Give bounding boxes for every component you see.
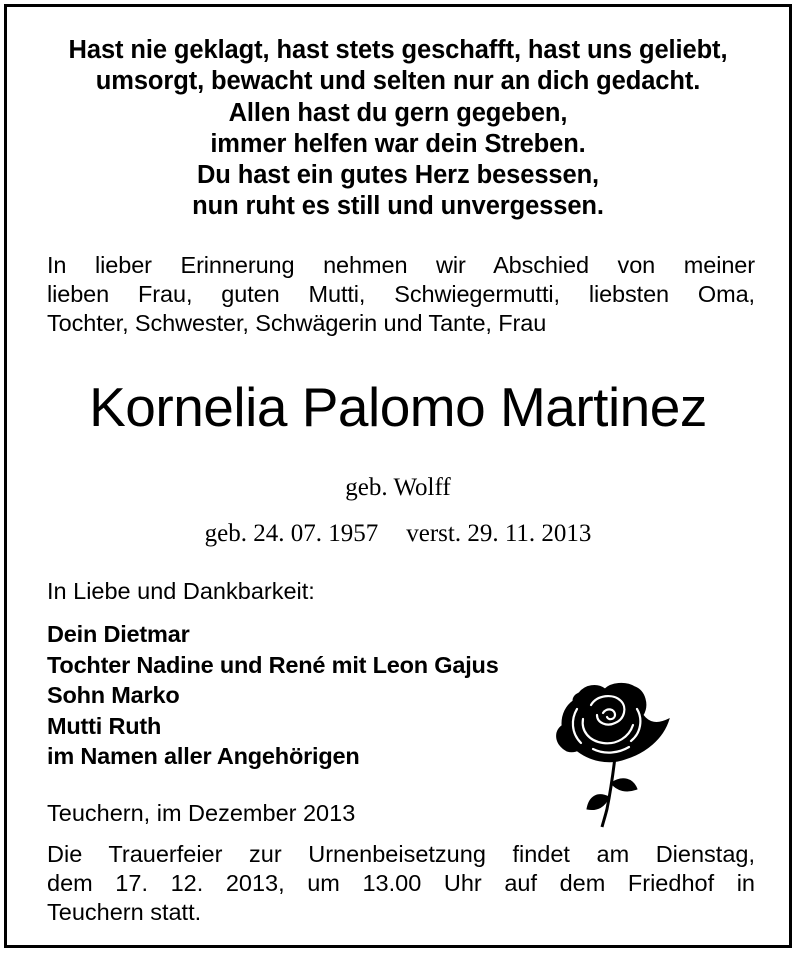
- service-line: Die Trauerfeier zur Urnenbeisetzung findet am Dienstag,: [47, 841, 755, 867]
- death-date: verst. 29. 11. 2013: [406, 520, 592, 547]
- place-date: Teuchern, im Dezember 2013: [47, 800, 356, 826]
- service-line: Teuchern statt.: [47, 899, 202, 925]
- verse-line: Du hast ein gutes Herz besessen,: [196, 161, 600, 190]
- signers-list: [47, 619, 499, 772]
- signer: Tochter Nadine und René mit Leon Gajus: [47, 651, 499, 678]
- verse-line: Allen hast du gern gegeben,: [228, 98, 568, 127]
- farewell-intro: [47, 251, 755, 338]
- birth-date: geb. 24. 07. 1957: [204, 520, 379, 547]
- deceased-name: Kornelia Palomo Martinez: [89, 376, 707, 438]
- verse-line: Hast nie geklagt, hast stets geschafft, hast uns geliebt,: [68, 36, 728, 64]
- maiden-name: geb. Wolff: [345, 474, 451, 501]
- intro-line: lieben Frau, guten Mutti, Schwiegermutti, liebsten Oma,: [47, 281, 755, 307]
- thanks-heading: In Liebe und Dankbarkeit:: [47, 578, 315, 604]
- signer: im Namen aller Angehörigen: [47, 743, 360, 769]
- signer: Sohn Marko: [47, 682, 180, 708]
- rose-icon: [553, 679, 677, 829]
- service-notice: [47, 840, 755, 927]
- signer: Mutti Ruth: [47, 712, 162, 739]
- service-line: dem 17. 12. 2013, um 13.00 Uhr auf dem Friedhof in: [47, 870, 755, 896]
- signer: Dein Dietmar: [47, 621, 190, 647]
- obituary-frame: [4, 4, 792, 948]
- verse-line: umsorgt, bewacht und selten nur an dich gedacht.: [95, 67, 701, 96]
- intro-line: In lieber Erinnerung nehmen wir Abschied von meiner: [47, 252, 755, 278]
- life-dates: [7, 519, 789, 549]
- memorial-verse: [7, 35, 789, 223]
- verse-line: immer helfen war dein Streben.: [210, 129, 586, 158]
- intro-line: Tochter, Schwester, Schwägerin und Tante, Frau: [47, 310, 547, 336]
- verse-line: nun ruht es still und unvergessen.: [192, 192, 604, 221]
